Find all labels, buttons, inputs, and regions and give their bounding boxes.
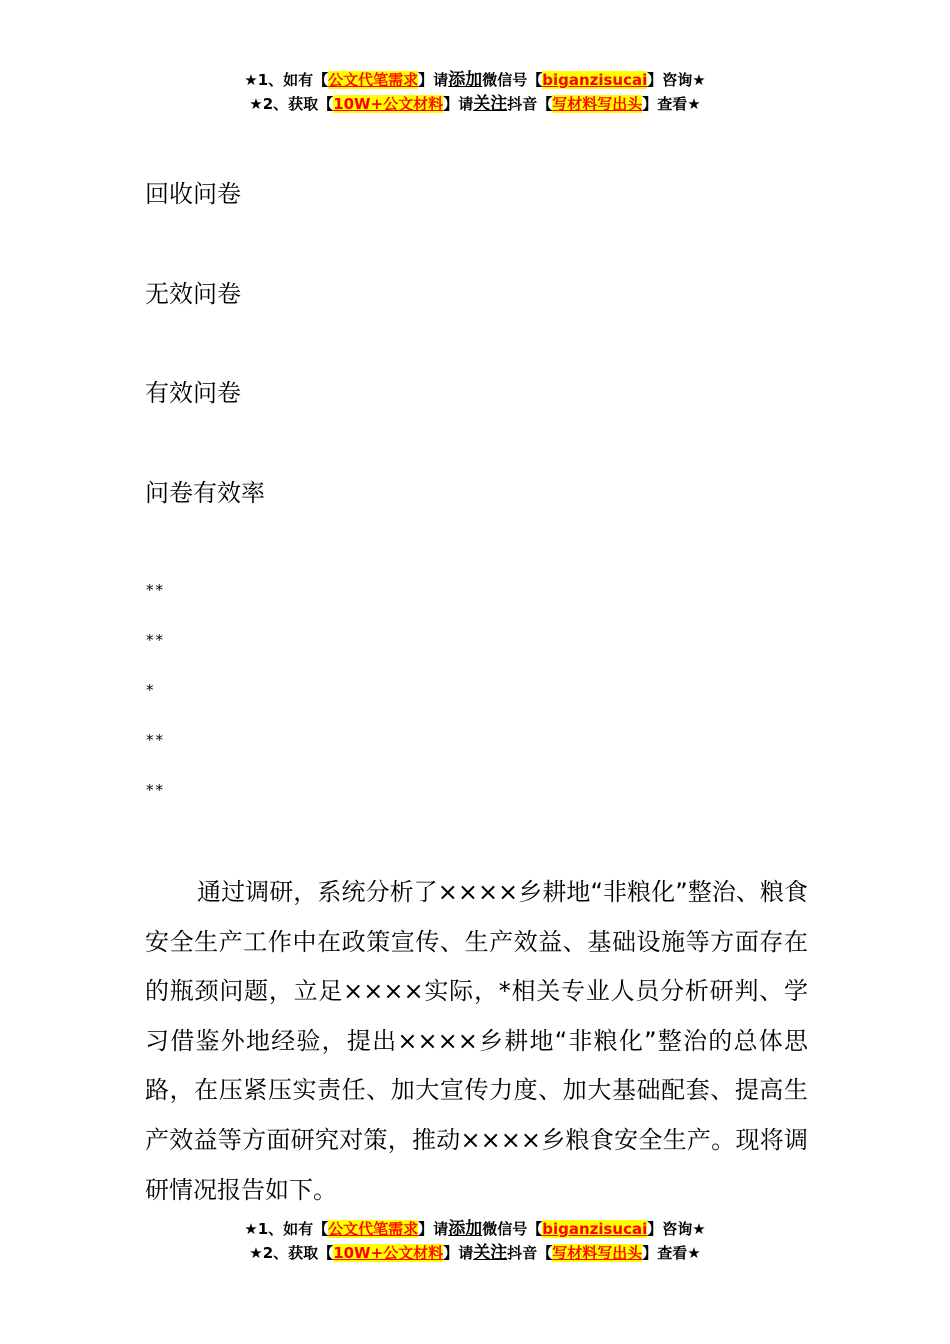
banner-highlight: 公文代笔需求	[328, 71, 419, 89]
banner-text: 】请	[418, 71, 449, 89]
banner-highlight: 10W+公文材料	[333, 1244, 444, 1262]
header-banner-line-1	[0, 68, 950, 92]
banner-emphasis: 添加	[448, 1219, 483, 1239]
banner-text: ★2、获取【	[249, 1244, 334, 1262]
masked-value: **	[146, 631, 165, 649]
banner-text: 】查看★	[642, 1244, 701, 1262]
banner-text: ★1、如有【	[244, 1220, 329, 1238]
banner-text: 抖音【	[507, 95, 553, 113]
banner-text: 抖音【	[507, 1244, 553, 1262]
banner-emphasis: 关注	[473, 94, 508, 114]
banner-highlight: biganzisucai	[542, 71, 648, 89]
banner-text: 】请	[418, 1220, 449, 1238]
banner-text: 】请	[443, 1244, 474, 1262]
banner-text: 】咨询★	[647, 1220, 706, 1238]
label-invalid-questionnaires: 无效问卷	[145, 280, 241, 308]
masked-value: **	[146, 731, 165, 749]
footer-banner-line-2	[0, 1241, 950, 1265]
header-banner	[0, 68, 950, 116]
banner-highlight: 公文代笔需求	[328, 1220, 419, 1238]
banner-highlight: biganzisucai	[542, 1220, 648, 1238]
banner-text: 】咨询★	[647, 71, 706, 89]
banner-highlight: 写材料写出头	[552, 95, 643, 113]
banner-emphasis: 关注	[473, 1243, 508, 1263]
banner-text: ★1、如有【	[244, 71, 329, 89]
banner-text: 】查看★	[642, 95, 701, 113]
banner-text: 微信号【	[482, 1220, 543, 1238]
footer-banner	[0, 1217, 950, 1265]
label-valid-rate: 问卷有效率	[145, 479, 265, 507]
banner-text: 】请	[443, 95, 474, 113]
masked-value: *	[146, 681, 156, 699]
masked-value: **	[146, 781, 165, 799]
banner-emphasis: 添加	[448, 70, 483, 90]
banner-highlight: 写材料写出头	[552, 1244, 643, 1262]
footer-banner-line-1	[0, 1217, 950, 1241]
header-banner-line-2	[0, 92, 950, 116]
banner-text: 微信号【	[482, 71, 543, 89]
label-valid-questionnaires: 有效问卷	[145, 379, 241, 407]
banner-text: ★2、获取【	[249, 95, 334, 113]
banner-highlight: 10W+公文材料	[333, 95, 444, 113]
masked-value: **	[146, 581, 165, 599]
body-paragraph: 通过调研，系统分析了××××乡耕地“非粮化”整治、粮食安全生产工作中在政策宣传、生产效益、基础设施等方面存在的瓶颈问题，立足××××实际，*相关专业人员分析研判、学习借鉴外地经验，提出××××乡耕地“非粮化”整治的总体思路，在压紧压实责任、加大宣传力度、加大基础配套、提高生产效益等方面研究对策，推动××××乡粮食安全生产。现将调研情况报告如下。	[145, 878, 808, 1204]
label-collected-questionnaires: 回收问卷	[145, 180, 241, 208]
